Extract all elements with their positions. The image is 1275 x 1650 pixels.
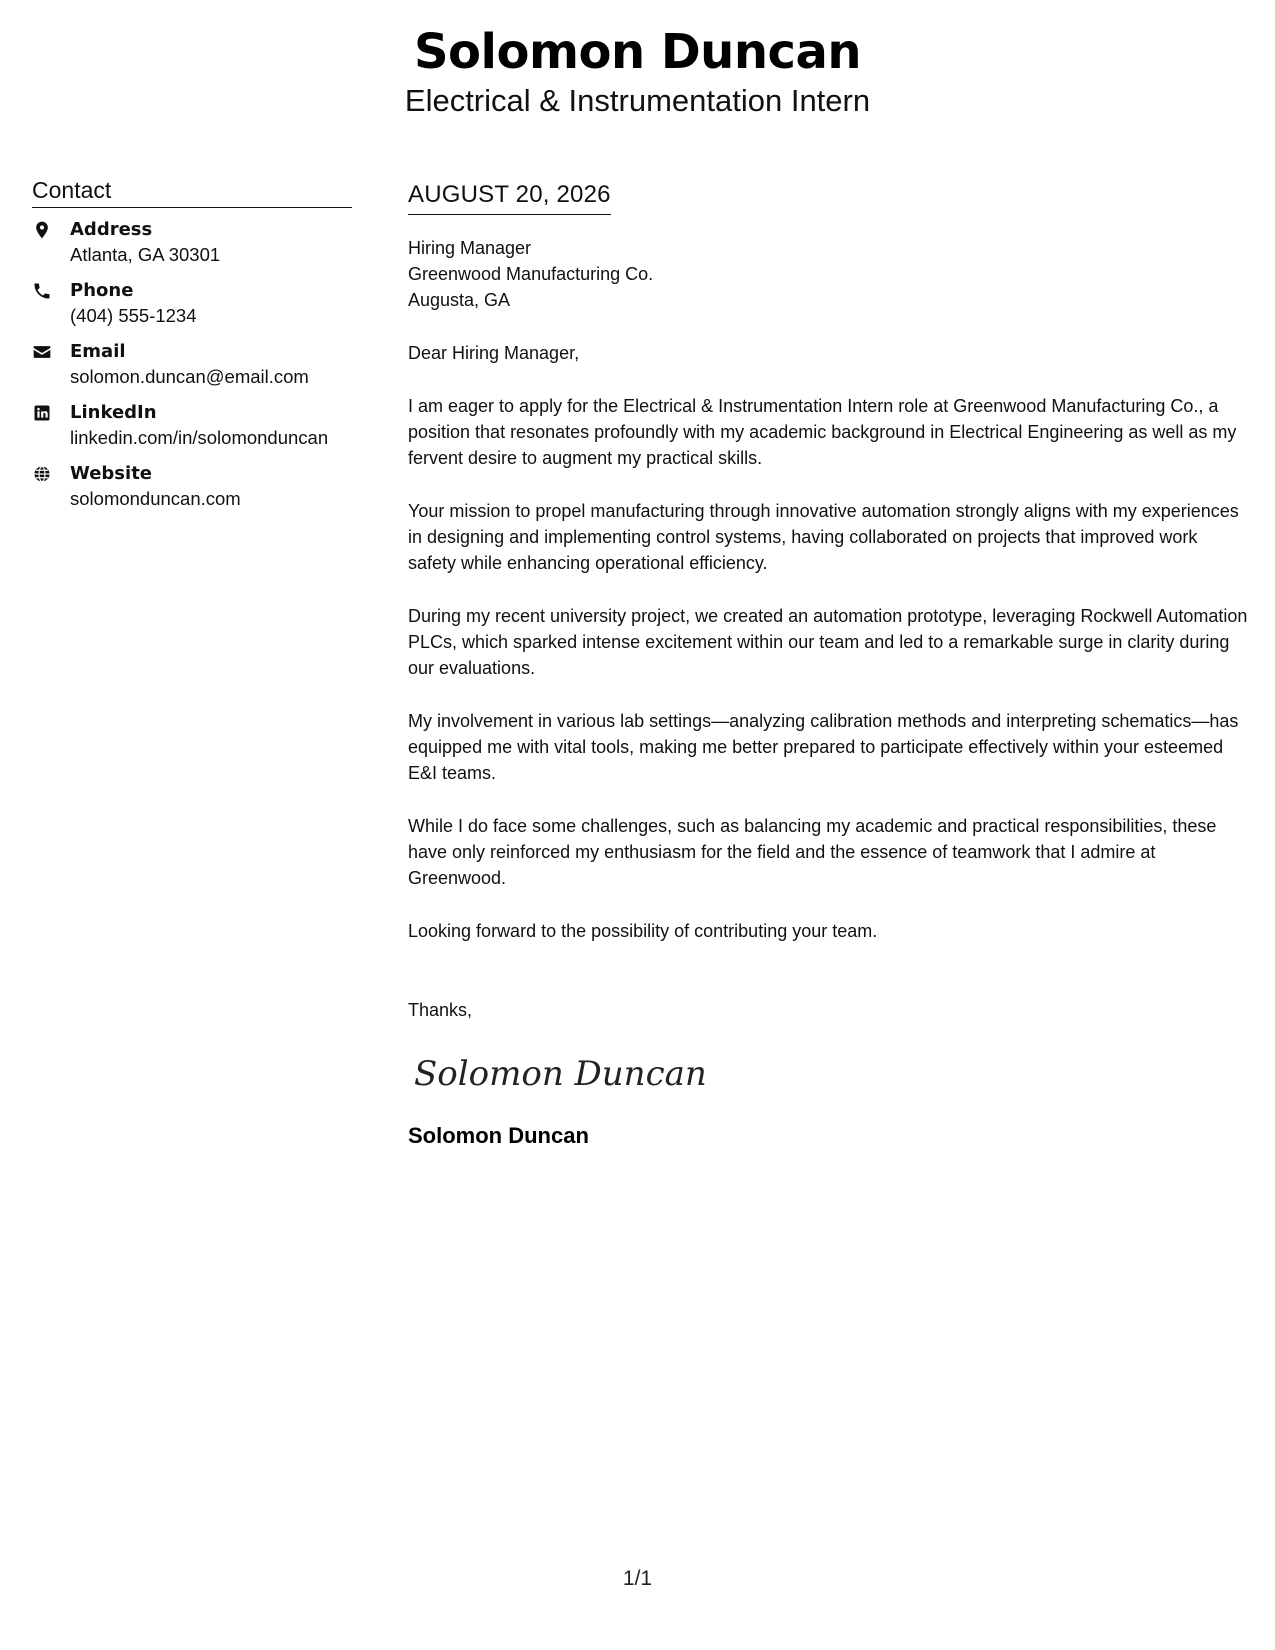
globe-icon bbox=[32, 462, 70, 484]
letter-paragraph: Looking forward to the possibility of contributing your team. bbox=[408, 921, 878, 941]
phone-icon bbox=[32, 279, 70, 301]
recipient-line: Augusta, GA bbox=[408, 290, 511, 310]
page-number: 1/1 bbox=[622, 1567, 653, 1590]
letter-paragraph: My involvement in various lab settings—analyzing calibration methods and interpreting schematics—has equipped me with vital tools, making me better prepared to participate effectively within your esteemed E&I teams. bbox=[408, 711, 1239, 783]
linkedin-icon bbox=[32, 401, 70, 423]
contact-value: solomonduncan.com bbox=[70, 488, 241, 509]
contact-item-address bbox=[32, 218, 352, 267]
contact-item-linkedin bbox=[32, 401, 352, 450]
salutation: Dear Hiring Manager, bbox=[408, 343, 580, 363]
contact-value: (404) 555-1234 bbox=[70, 305, 197, 326]
contact-item-phone bbox=[32, 279, 352, 328]
letter-body bbox=[408, 178, 1248, 1151]
contact-value: solomon.duncan@email.com bbox=[70, 366, 309, 387]
contact-label: Website bbox=[70, 463, 153, 484]
recipient-line: Hiring Manager bbox=[408, 238, 532, 258]
letter-paragraph: During my recent university project, we created an automation prototype, leveraging Rockwell Automation PLCs, which sparked intense excitement within our team and led to a remarkable surge in clarity during our evaluations. bbox=[408, 606, 1248, 678]
applicant-name: Solomon Duncan bbox=[413, 24, 862, 80]
signature-text: Solomon Duncan bbox=[414, 1054, 707, 1094]
envelope-icon bbox=[32, 340, 70, 362]
closing: Thanks, bbox=[408, 1000, 473, 1020]
contact-label: LinkedIn bbox=[70, 402, 157, 423]
applicant-role: Electrical & Instrumentation Intern bbox=[404, 83, 871, 118]
letter-date: AUGUST 20, 2026 bbox=[408, 178, 611, 215]
letter-paragraph: While I do face some challenges, such as balancing my academic and practical responsibilities, these have only reinforced my enthusiasm for the field and the essence of teamwork that I admire at Greenwood. bbox=[408, 816, 1217, 888]
recipient-line: Greenwood Manufacturing Co. bbox=[408, 264, 654, 284]
location-pin-icon bbox=[32, 218, 70, 240]
handwritten-signature bbox=[408, 1043, 1248, 1103]
contact-label: Address bbox=[70, 219, 153, 240]
recipient-block bbox=[408, 235, 1248, 313]
contact-value: linkedin.com/in/solomonduncan bbox=[70, 427, 329, 448]
letter-header bbox=[0, 22, 1275, 120]
contact-sidebar bbox=[32, 175, 352, 523]
letter-paragraph: Your mission to propel manufacturing through innovative automation strongly aligns with my experiences in designing and implementing control systems, having collaborated on projects that improved work safety while enhancing operational efficiency. bbox=[408, 501, 1239, 573]
contact-item-website bbox=[32, 462, 352, 511]
contact-label: Phone bbox=[70, 280, 134, 301]
contact-item-email bbox=[32, 340, 352, 389]
contact-label: Email bbox=[70, 341, 126, 362]
signer-name: Solomon Duncan bbox=[408, 1123, 589, 1148]
contact-section-title: Contact bbox=[32, 175, 352, 208]
contact-value: Atlanta, GA 30301 bbox=[70, 244, 221, 265]
letter-paragraph: I am eager to apply for the Electrical & Instrumentation Intern role at Greenwood Manufacturing Co., a position that resonates profoundly with my academic background in Electrical Engineering as well as my fervent desire to augment my practical skills. bbox=[408, 396, 1237, 468]
